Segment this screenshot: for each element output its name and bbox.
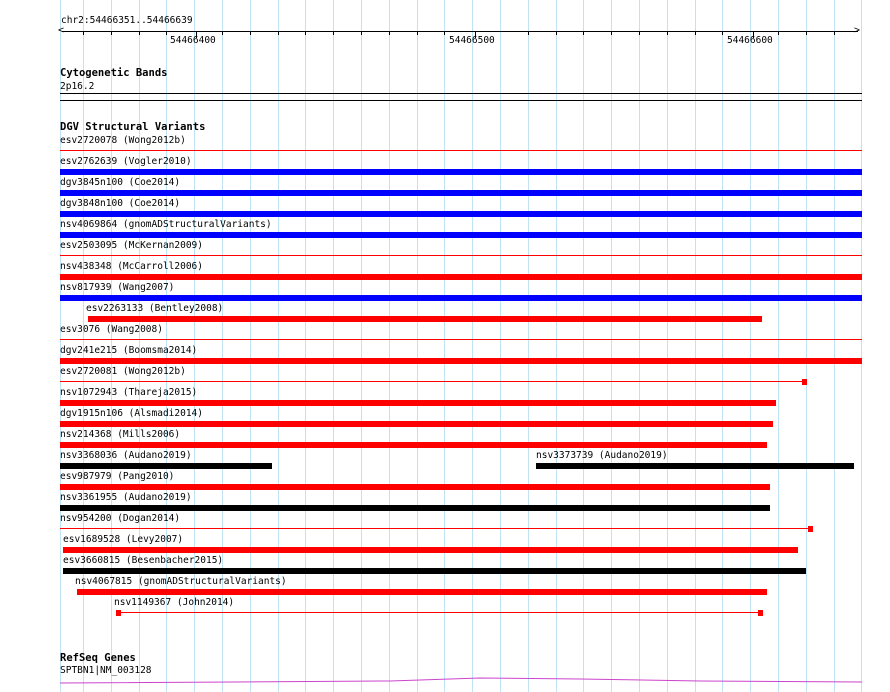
dgv-feature-bar[interactable]: [60, 295, 862, 301]
dgv-feature-bar[interactable]: [63, 547, 798, 553]
ruler-minor-tick: [528, 31, 529, 35]
ruler-minor-tick: [361, 31, 362, 35]
dgv-feature-label: esv3076 (Wang2008): [60, 324, 163, 335]
dgv-feature-label: nsv817939 (Wang2007): [60, 282, 175, 293]
dgv-feature-label: nsv3361955 (Audano2019): [60, 492, 192, 503]
ruler-minor-tick: [139, 31, 140, 35]
ruler-tick-label: 54466600: [727, 35, 773, 46]
dgv-feature-end-cap[interactable]: [802, 379, 807, 385]
cytoband-divider: [60, 100, 862, 101]
refseq-track-title[interactable]: RefSeq Genes: [60, 652, 136, 664]
ruler-minor-tick: [333, 31, 334, 35]
ruler-minor-tick: [444, 31, 445, 35]
grid-line: [834, 0, 835, 692]
grid-line: [806, 0, 807, 692]
ruler-minor-tick: [778, 31, 779, 35]
dgv-feature-bar[interactable]: [60, 232, 862, 238]
dgv-feature-bar[interactable]: [77, 589, 767, 595]
ruler-minor-tick: [389, 31, 390, 35]
dgv-feature-bar[interactable]: [63, 568, 806, 574]
dgv-feature-label: dgv3845n100 (Coe2014): [60, 177, 181, 188]
ruler-minor-tick: [83, 31, 84, 35]
dgv-feature-bar[interactable]: [60, 150, 862, 151]
ruler-right-arrow-icon: >: [854, 25, 861, 36]
dgv-feature-label: esv987979 (Pang2010): [60, 471, 175, 482]
dgv-feature-bar[interactable]: [60, 463, 272, 469]
dgv-feature-label: dgv1915n106 (Alsmadi2014): [60, 408, 203, 419]
ruler-minor-tick: [250, 31, 251, 35]
gene-structure-line: [60, 678, 862, 683]
dgv-feature-bar[interactable]: [60, 274, 862, 280]
refseq-gene-label: SPTBN1|NM_003128: [60, 665, 152, 676]
dgv-feature-bar[interactable]: [60, 255, 862, 256]
dgv-feature-label: nsv3373739 (Audano2019): [536, 450, 668, 461]
grid-line: [861, 0, 862, 692]
dgv-feature-bar[interactable]: [60, 400, 776, 406]
ruler-minor-tick: [222, 31, 223, 35]
dgv-feature-bar[interactable]: [60, 442, 767, 448]
cytoband-label: 2p16.2: [60, 81, 95, 92]
ruler-minor-tick: [806, 31, 807, 35]
dgv-feature-bar[interactable]: [536, 463, 854, 469]
ruler-tick-label: 54466400: [170, 35, 216, 46]
ruler-minor-tick: [556, 31, 557, 35]
dgv-feature-label: esv2720081 (Wong2012b): [60, 366, 186, 377]
dgv-feature-bar[interactable]: [60, 421, 773, 427]
dgv-feature-label: nsv1072943 (Thareja2015): [60, 387, 198, 398]
dgv-feature-bar[interactable]: [60, 381, 806, 382]
dgv-feature-label: esv2720078 (Wong2012b): [60, 135, 186, 146]
ruler-minor-tick: [695, 31, 696, 35]
dgv-feature-label: nsv3368036 (Audano2019): [60, 450, 192, 461]
dgv-feature-bar[interactable]: [60, 505, 770, 511]
cytoband-bar[interactable]: [60, 93, 862, 94]
dgv-feature-label: esv3660815 (Besenbacher2015): [63, 555, 224, 566]
ruler-minor-tick: [417, 31, 418, 35]
dgv-feature-bar[interactable]: [88, 316, 762, 322]
ruler-minor-tick: [611, 31, 612, 35]
ruler-minor-tick: [583, 31, 584, 35]
dgv-feature-label: nsv1149367 (John2014): [114, 597, 235, 608]
refseq-gene-feature[interactable]: [60, 673, 862, 685]
dgv-feature-label: dgv241e215 (Boomsma2014): [60, 345, 198, 356]
dgv-feature-end-cap[interactable]: [758, 610, 763, 616]
dgv-feature-label: nsv954200 (Dogan2014): [60, 513, 181, 524]
dgv-feature-bar[interactable]: [60, 484, 770, 490]
dgv-feature-bar[interactable]: [60, 211, 862, 217]
ruler-minor-tick: [111, 31, 112, 35]
dgv-feature-label: dgv3848n100 (Coe2014): [60, 198, 181, 209]
dgv-feature-label: esv2263133 (Bentley2008): [86, 303, 224, 314]
dgv-feature-label: esv1689528 (Levy2007): [63, 534, 184, 545]
dgv-feature-bar[interactable]: [60, 339, 862, 340]
cytogenetic-track-title[interactable]: Cytogenetic Bands: [60, 67, 168, 79]
dgv-feature-bar[interactable]: [60, 358, 862, 364]
ruler-minor-tick: [834, 31, 835, 35]
dgv-feature-label: nsv214368 (Mills2006): [60, 429, 181, 440]
dgv-feature-end-cap[interactable]: [116, 610, 121, 616]
dgv-feature-bar[interactable]: [60, 528, 812, 529]
ruler-minor-tick: [166, 31, 167, 35]
dgv-feature-end-cap[interactable]: [808, 526, 813, 532]
dgv-feature-label: nsv4069864 (gnomADStructuralVariants): [60, 219, 272, 230]
dgv-feature-label: esv2762639 (Vogler2010): [60, 156, 192, 167]
dgv-feature-bar[interactable]: [60, 169, 862, 175]
ruler-tick-label: 54466500: [449, 35, 495, 46]
ruler-minor-tick: [639, 31, 640, 35]
ruler-minor-tick: [278, 31, 279, 35]
dgv-feature-label: nsv438348 (McCarroll2006): [60, 261, 203, 272]
dgv-feature-bar[interactable]: [116, 612, 762, 613]
dgv-feature-label: nsv4067815 (gnomADStructuralVariants): [75, 576, 287, 587]
ruler-region-label: chr2:54466351..54466639: [61, 15, 193, 26]
ruler-minor-tick: [305, 31, 306, 35]
grid-line: [778, 0, 779, 692]
ruler-left-arrow-icon: <: [58, 25, 65, 36]
ruler-minor-tick: [722, 31, 723, 35]
dgv-feature-bar[interactable]: [60, 190, 862, 196]
dgv-track-title[interactable]: DGV Structural Variants: [60, 121, 206, 133]
dgv-feature-label: esv2503095 (McKernan2009): [60, 240, 203, 251]
ruler-line: [62, 31, 858, 32]
ruler-minor-tick: [667, 31, 668, 35]
